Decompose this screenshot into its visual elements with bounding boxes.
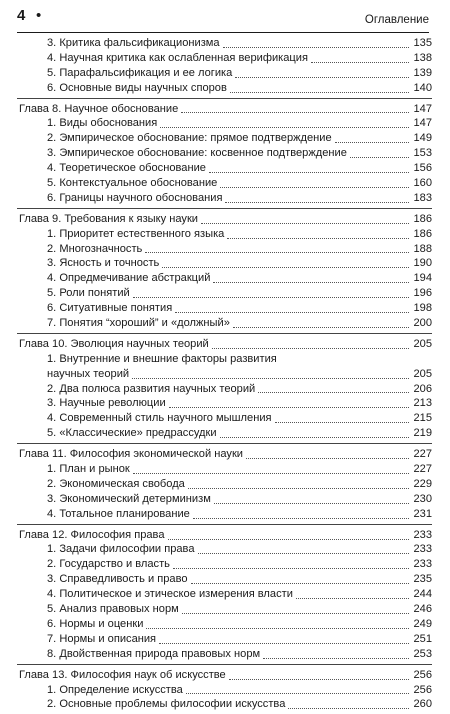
- toc-entry-continuation-text: научных теорий: [47, 367, 130, 380]
- toc-entry-text: 1. Виды обоснования: [47, 117, 158, 130]
- toc-entry: [17, 477, 432, 492]
- toc-entry: [17, 131, 432, 146]
- chapter-entry-page: 186: [413, 212, 432, 225]
- dot-leader: [145, 251, 409, 253]
- dot-leader: [233, 326, 409, 328]
- toc-entry: [17, 572, 432, 587]
- dot-leader: [181, 111, 409, 113]
- toc-entry-page: 206: [413, 382, 432, 395]
- toc-entry-page: 194: [413, 272, 432, 285]
- dot-leader: [168, 538, 410, 540]
- toc-entry-page: 260: [413, 698, 432, 711]
- chapter-entry-text: Глава 8. Научное обоснование: [19, 102, 179, 115]
- dot-leader: [229, 678, 409, 680]
- toc-entry: [17, 492, 432, 507]
- toc-entry-page: 231: [413, 507, 432, 520]
- dot-leader: [230, 91, 409, 93]
- chapter-entry-text: Глава 9. Требования к языку науки: [19, 212, 199, 225]
- toc-entry: [17, 617, 432, 632]
- toc-entry: [17, 352, 432, 367]
- toc-entry-page: 183: [413, 191, 432, 204]
- toc-entry-page: 233: [413, 543, 432, 556]
- dot-leader: [258, 391, 409, 393]
- toc-entry-text: 4. Политическое и этическое измерения власти: [47, 588, 293, 601]
- dot-leader: [198, 552, 410, 554]
- dot-leader: [133, 472, 409, 474]
- toc-entry-page: 251: [413, 632, 432, 645]
- toc-entry: [17, 602, 432, 617]
- dot-leader: [235, 76, 409, 78]
- toc-section: [17, 212, 432, 334]
- dot-leader: [213, 281, 409, 283]
- chapter-entry: [17, 447, 432, 462]
- header-rule: [17, 32, 429, 33]
- toc-entry-text: 8. Двойственная природа правовых норм: [47, 647, 261, 660]
- toc-entry-page: 253: [413, 647, 432, 660]
- toc-entry-text: 1. Приоритет естественного языка: [47, 227, 225, 240]
- dot-leader: [214, 502, 409, 504]
- chapter-entry-text: Глава 11. Философия экономической науки: [19, 448, 244, 461]
- toc-entry: [17, 587, 432, 602]
- toc-entry: [17, 191, 432, 206]
- toc-entry-text: 3. Справедливость и право: [47, 573, 188, 586]
- dot-leader: [220, 186, 409, 188]
- toc-entry-text: 1. Задачи философии права: [47, 543, 195, 556]
- toc-entry: [17, 683, 432, 698]
- header-bullet: •: [36, 7, 42, 24]
- dot-leader: [173, 567, 409, 569]
- dot-leader: [132, 377, 409, 379]
- toc-section: [17, 337, 432, 444]
- chapter-entry-page: 205: [413, 337, 432, 350]
- toc-entry-text: 4. Опредмечивание абстракций: [47, 272, 211, 285]
- dot-leader: [160, 126, 409, 128]
- toc-entry: [17, 462, 432, 477]
- toc-entry-text: 4. Тотальное планирование: [47, 507, 190, 520]
- dot-leader: [193, 517, 409, 519]
- dot-leader: [227, 237, 409, 239]
- toc-entry-text: 5. Роли понятий: [47, 287, 130, 300]
- toc-entry: [17, 161, 432, 176]
- dot-leader: [182, 612, 409, 614]
- toc-entry-continuation-page: 205: [413, 367, 432, 380]
- toc-entry-text: 6. Нормы и оценки: [47, 617, 144, 630]
- toc-entry: [17, 543, 432, 558]
- toc-entry-page: 244: [413, 588, 432, 601]
- toc-entry-page: 153: [413, 147, 432, 160]
- chapter-entry: [17, 337, 432, 352]
- table-of-contents: [0, 36, 450, 714]
- dot-leader: [146, 627, 409, 629]
- toc-entry: [17, 227, 432, 242]
- toc-entry-text: 6. Границы научного обоснования: [47, 191, 223, 204]
- toc-entry-text: 3. Критика фальсификационизма: [47, 36, 220, 49]
- toc-entry: [17, 426, 432, 441]
- dot-leader: [159, 642, 409, 644]
- chapter-entry-page: 227: [413, 448, 432, 461]
- toc-entry-page: 160: [413, 177, 432, 189]
- toc-entry-page: 139: [413, 66, 432, 79]
- toc-entry-page: 198: [413, 302, 432, 315]
- toc-entry-text: 4. Научная критика как ослабленная верификация: [47, 51, 308, 64]
- toc-entry: [17, 146, 432, 161]
- toc-entry-page: 227: [413, 463, 432, 476]
- toc-entry-text: 4. Современный стиль научного мышления: [47, 412, 272, 425]
- dot-leader: [335, 141, 409, 143]
- dot-leader: [212, 347, 409, 349]
- toc-entry-text: 2. Эмпирическое обоснование: прямое подтверждение: [47, 132, 332, 145]
- toc-section: [17, 36, 432, 99]
- toc-entry-page: 186: [413, 227, 432, 240]
- chapter-entry: [17, 102, 432, 117]
- toc-section: [17, 102, 432, 209]
- toc-entry: [17, 176, 432, 191]
- chapter-entry-page: 147: [413, 102, 432, 115]
- toc-section: [17, 528, 432, 665]
- toc-entry-page: 256: [413, 683, 432, 696]
- toc-entry: [17, 382, 432, 397]
- toc-entry-text: 1. Внутренние и внешние факторы развития: [47, 352, 277, 365]
- chapter-entry-text: Глава 13. Философия наук об искусстве: [19, 668, 226, 681]
- chapter-entry-text: Глава 12. Философия права: [19, 528, 165, 541]
- toc-entry-text: 5. Контекстуальное обоснование: [47, 177, 218, 189]
- toc-entry-page: 215: [413, 412, 432, 425]
- dot-leader: [162, 266, 409, 268]
- toc-entry: [17, 647, 432, 662]
- toc-entry-page: 156: [413, 162, 432, 175]
- toc-entry-text: 6. Ситуативные понятия: [47, 302, 173, 315]
- toc-entry-text: 1. Определение искусства: [47, 683, 183, 696]
- toc-entry-text: 1. План и рынок: [47, 463, 130, 476]
- toc-entry: [17, 316, 432, 331]
- toc-entry-page: 140: [413, 81, 432, 94]
- dot-leader: [191, 582, 409, 584]
- dot-leader: [175, 311, 409, 313]
- toc-entry-page: 249: [413, 617, 432, 630]
- toc-entry-text: 2. Основные проблемы философии искусства: [47, 698, 286, 711]
- chapter-entry-page: 233: [413, 528, 432, 541]
- toc-entry: [17, 256, 432, 271]
- chapter-entry: [17, 528, 432, 543]
- toc-entry-page: 219: [413, 427, 432, 440]
- toc-entry-text: 2. Государство и власть: [47, 558, 170, 571]
- toc-entry-text: 2. Два полюса развития научных теорий: [47, 382, 256, 395]
- dot-leader: [296, 597, 409, 599]
- toc-entry: [17, 396, 432, 411]
- dot-leader: [186, 692, 409, 694]
- toc-entry-text: 2. Многозначность: [47, 242, 143, 255]
- toc-entry: [17, 66, 432, 81]
- toc-entry-continuation: [17, 367, 432, 382]
- running-title: Оглавление: [364, 14, 429, 26]
- toc-entry-page: 235: [413, 573, 432, 586]
- toc-entry-text: 5. Парафальсификация и ее логика: [47, 66, 233, 79]
- toc-entry-text: 5. Анализ правовых норм: [47, 603, 179, 616]
- toc-entry-page: 188: [413, 242, 432, 255]
- toc-entry-text: 4. Теоретическое обоснование: [47, 162, 206, 175]
- toc-entry-page: 190: [413, 257, 432, 270]
- toc-entry-page: 138: [413, 51, 432, 64]
- toc-entry: [17, 81, 432, 96]
- toc-section: [17, 447, 432, 524]
- toc-entry: [17, 286, 432, 301]
- page-header: [0, 0, 450, 34]
- toc-entry-page: 149: [413, 132, 432, 145]
- toc-entry-page: 196: [413, 287, 432, 300]
- dot-leader: [223, 46, 409, 48]
- toc-entry-page: 233: [413, 558, 432, 571]
- dot-leader: [133, 296, 409, 298]
- toc-entry-text: 3. Эмпирическое обоснование: косвенное подтверждение: [47, 147, 347, 160]
- toc-entry-page: 200: [413, 317, 432, 330]
- dot-leader: [246, 457, 409, 459]
- toc-entry: [17, 271, 432, 286]
- toc-section: [17, 668, 432, 714]
- dot-leader: [220, 436, 409, 438]
- toc-entry: [17, 411, 432, 426]
- toc-entry: [17, 51, 432, 66]
- chapter-entry-text: Глава 10. Эволюция научных теорий: [19, 337, 209, 350]
- page-number: 4: [17, 7, 26, 24]
- toc-entry-text: 5. «Классические» предрассудки: [47, 427, 217, 440]
- dot-leader: [201, 222, 409, 224]
- toc-entry-text: 2. Экономическая свобода: [47, 477, 185, 490]
- toc-entry: [17, 36, 432, 51]
- toc-entry: [17, 301, 432, 316]
- dot-leader: [188, 487, 409, 489]
- toc-entry-page: 246: [413, 603, 432, 616]
- toc-entry-page: 135: [413, 36, 432, 49]
- toc-entry-page: 213: [413, 397, 432, 410]
- toc-entry-text: 6. Основные виды научных споров: [47, 81, 227, 94]
- toc-entry-page: 229: [413, 477, 432, 490]
- dot-leader: [209, 171, 409, 173]
- toc-entry-text: 3. Ясность и точность: [47, 257, 160, 270]
- toc-entry: [17, 507, 432, 522]
- dot-leader: [225, 201, 409, 203]
- chapter-entry: [17, 668, 432, 683]
- toc-entry: [17, 242, 432, 257]
- toc-entry: [17, 632, 432, 647]
- dot-leader: [275, 421, 409, 423]
- dot-leader: [263, 657, 409, 659]
- toc-entry-text: 3. Экономический детерминизм: [47, 492, 211, 505]
- toc-entry: [17, 697, 432, 712]
- toc-entry-page: 147: [413, 117, 432, 130]
- toc-entry-text: 7. Понятия “хороший” и «должный»: [47, 317, 230, 330]
- chapter-entry: [17, 212, 432, 227]
- toc-entry: [17, 557, 432, 572]
- chapter-entry-page: 256: [413, 668, 432, 681]
- toc-entry-text: 3. Научные революции: [47, 397, 166, 410]
- toc-entry-page: 230: [413, 492, 432, 505]
- dot-leader: [350, 156, 409, 158]
- dot-leader: [169, 406, 409, 408]
- toc-entry-text: 7. Нормы и описания: [47, 632, 157, 645]
- toc-entry: [17, 116, 432, 131]
- dot-leader: [311, 61, 409, 63]
